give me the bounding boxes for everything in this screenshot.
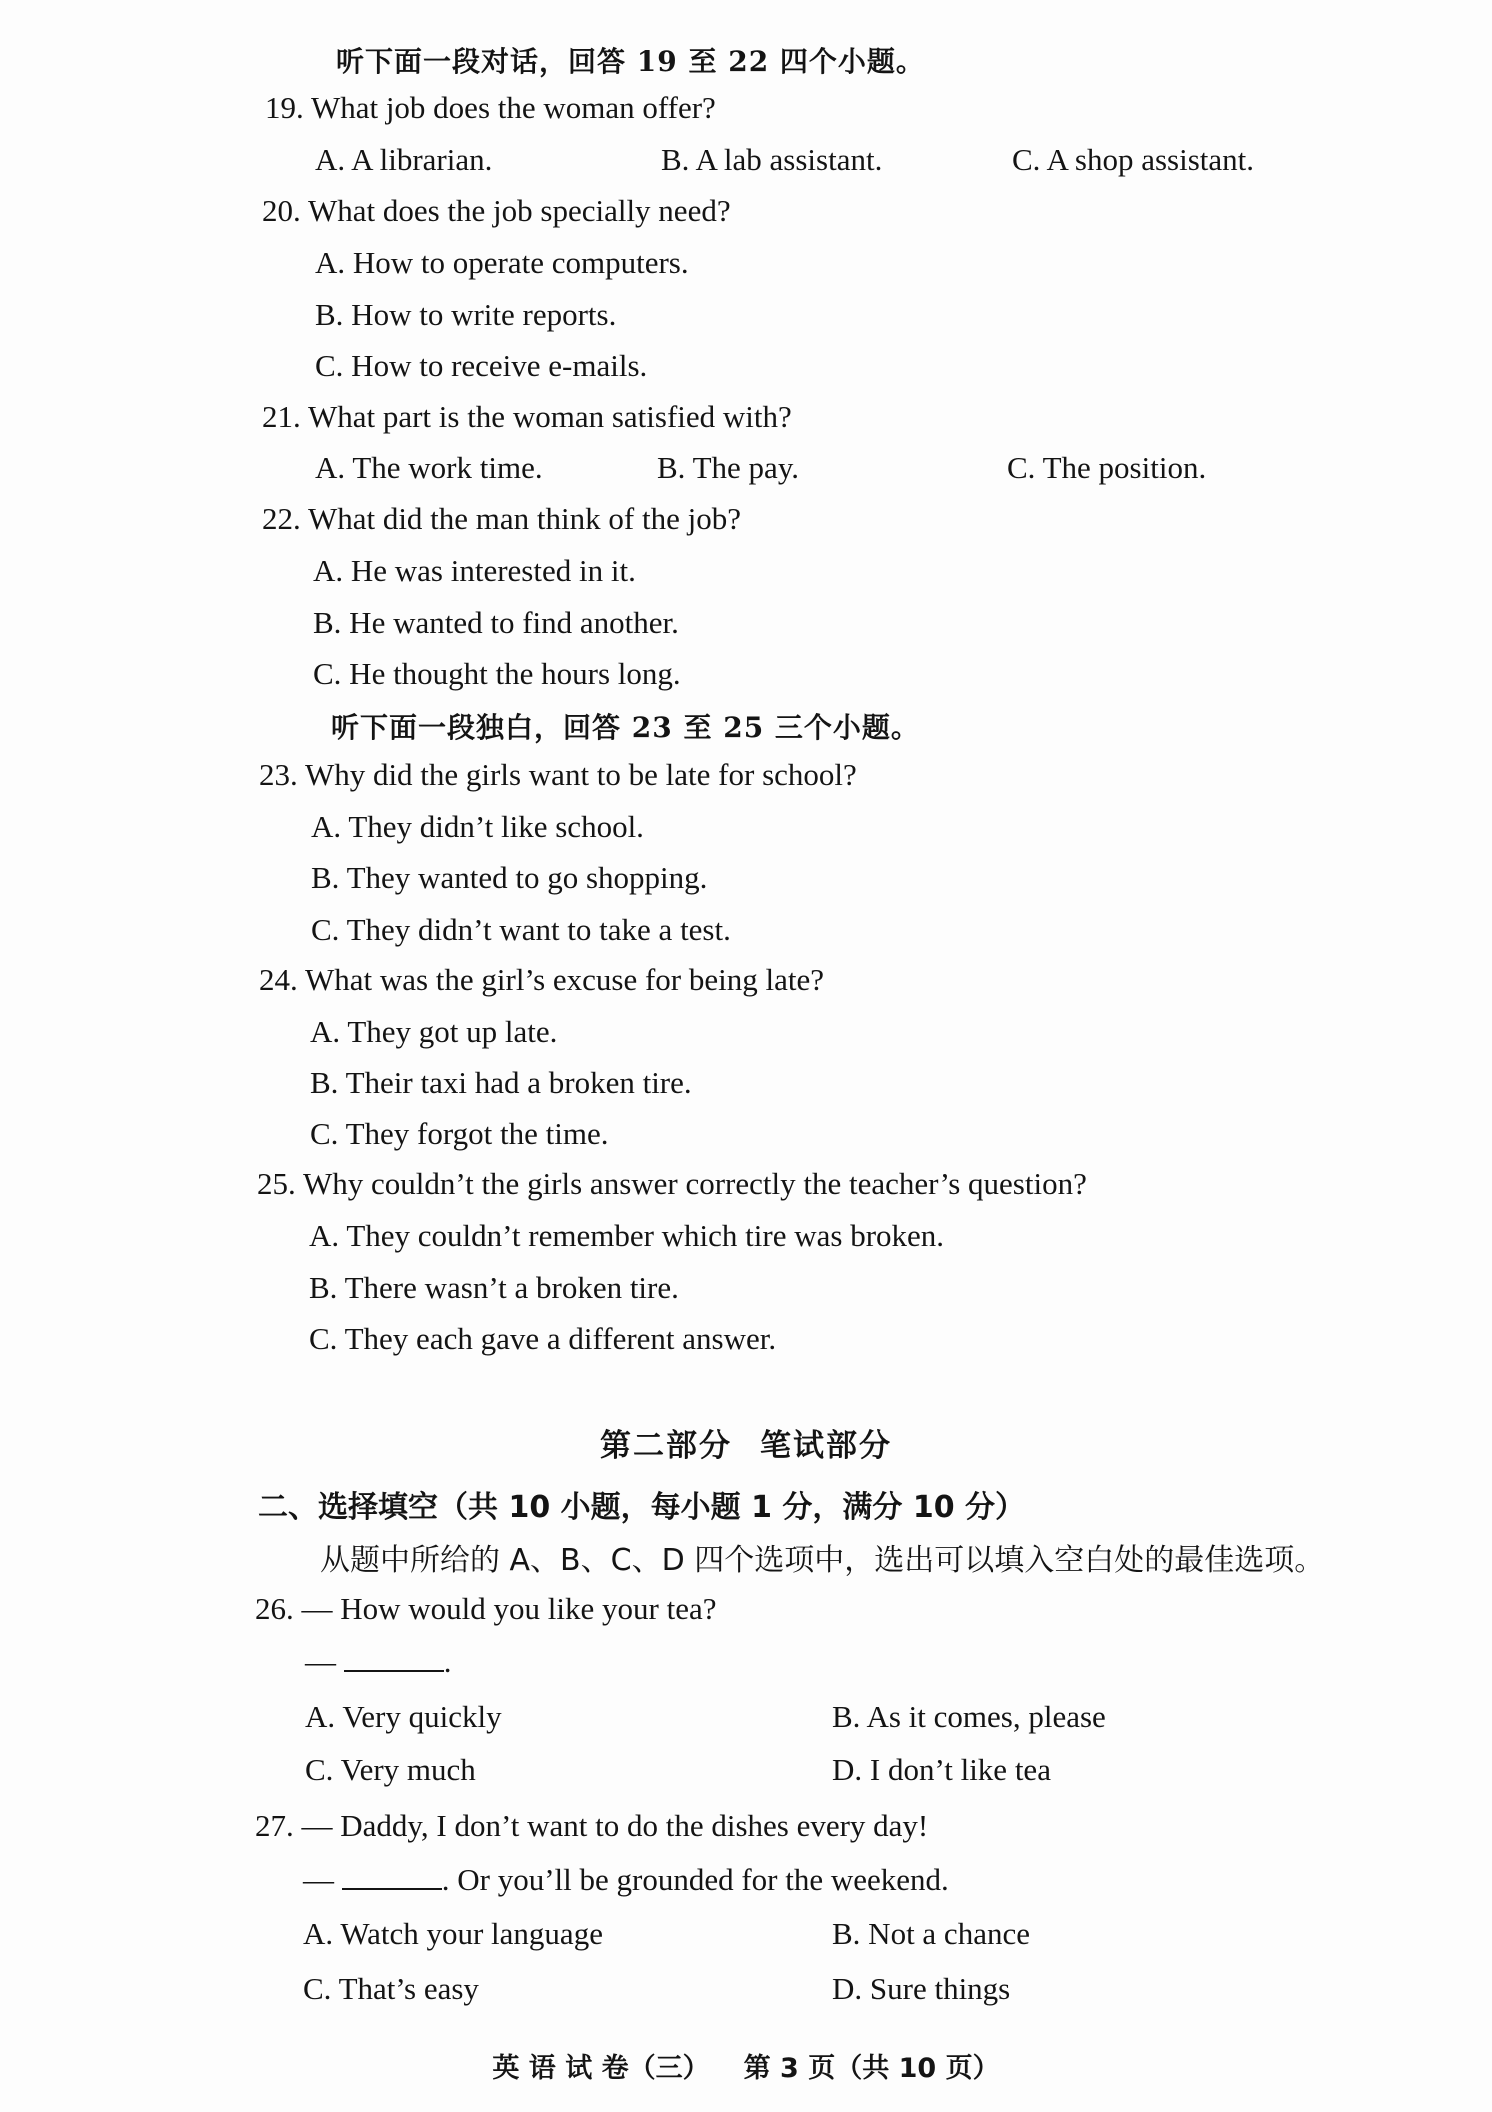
listening-section-note-1: 听下面一段对话，回答 19 至 22 四个小题。 [336, 45, 925, 78]
q27-reply-end: . Or you’ll be grounded for the weekend. [441, 1862, 949, 1897]
q26-option-b: B. As it comes, please [832, 1699, 1106, 1734]
q27-option-a: A. Watch your language [303, 1916, 603, 1951]
q22-option-a: A. He was interested in it. [313, 553, 636, 588]
q23-option-a: A. They didn’t like school. [311, 809, 644, 844]
question-27: 27. — Daddy, I don’t want to do the dishes every day! [255, 1808, 929, 1843]
q25-option-c: C. They each gave a different answer. [309, 1321, 777, 1356]
question-26: 26. — How would you like your tea? [255, 1591, 717, 1626]
q22-option-c: C. He thought the hours long. [313, 656, 681, 691]
q19-option-a: A. A librarian. [315, 142, 493, 177]
q26-option-d: D. I don’t like tea [832, 1752, 1051, 1787]
footer-exam-name: 英 语 试 卷（三） [492, 2053, 710, 2084]
page-footer [0, 2046, 1492, 2085]
q21-option-b: B. The pay. [657, 450, 800, 485]
q20-option-c: C. How to receive e-mails. [315, 348, 648, 383]
question-22: 22. What did the man think of the job? [262, 501, 741, 536]
q27-answer-blank [342, 1862, 442, 1890]
q20-option-b: B. How to write reports. [315, 297, 617, 332]
q26-option-c: C. Very much [305, 1752, 476, 1787]
section-instruction: 从题中所给的 A、B、C、D 四个选项中，选出可以填入空白处的最佳选项。 [320, 1543, 1325, 1578]
q23-option-c: C. They didn’t want to take a test. [311, 912, 731, 947]
question-23: 23. Why did the girls want to be late for school? [259, 757, 857, 792]
q25-option-a: A. They couldn’t remember which tire was broken. [309, 1218, 945, 1253]
footer-page-number: 第 3 页（共 10 页） [743, 2053, 1000, 2084]
question-24: 24. What was the girl’s excuse for being late? [259, 962, 824, 997]
q24-option-c: C. They forgot the time. [310, 1116, 609, 1151]
q21-option-a: A. The work time. [315, 450, 543, 485]
q27-reply-dash: — [303, 1862, 334, 1897]
listening-section-note-2: 听下面一段独白，回答 23 至 25 三个小题。 [331, 711, 920, 744]
q19-option-b: B. A lab assistant. [661, 142, 883, 177]
question-19: 19. What job does the woman offer? [265, 90, 716, 125]
q26-reply-dash: — [305, 1644, 336, 1679]
q22-option-b: B. He wanted to find another. [313, 605, 679, 640]
q26-option-a: A. Very quickly [305, 1699, 502, 1734]
part2-title-right: 笔试部分 [760, 1428, 892, 1464]
question-21: 21. What part is the woman satisfied with? [262, 399, 792, 434]
q21-option-c: C. The position. [1007, 450, 1207, 485]
q25-option-b: B. There wasn’t a broken tire. [309, 1270, 679, 1305]
q27-option-b: B. Not a chance [832, 1916, 1030, 1951]
part2-title [0, 1420, 1492, 1465]
section-heading: 二、选择填空（共 10 小题，每小题 1 分，满分 10 分） [258, 1490, 1026, 1525]
q27-option-c: C. That’s easy [303, 1971, 479, 2006]
q20-option-a: A. How to operate computers. [315, 245, 689, 280]
q26-answer-blank [344, 1644, 444, 1672]
q24-option-b: B. Their taxi had a broken tire. [310, 1065, 692, 1100]
q23-option-b: B. They wanted to go shopping. [311, 860, 708, 895]
part2-title-left: 第二部分 [600, 1428, 732, 1464]
q27-reply [303, 1862, 949, 1898]
question-25: 25. Why couldn’t the girls answer correctly the teacher’s question? [257, 1166, 1087, 1201]
q26-reply [305, 1644, 452, 1680]
q26-reply-end: . [443, 1644, 452, 1679]
q19-option-c: C. A shop assistant. [1012, 142, 1255, 177]
q24-option-a: A. They got up late. [310, 1014, 558, 1049]
question-20: 20. What does the job specially need? [262, 193, 731, 228]
q27-option-d: D. Sure things [832, 1971, 1011, 2006]
